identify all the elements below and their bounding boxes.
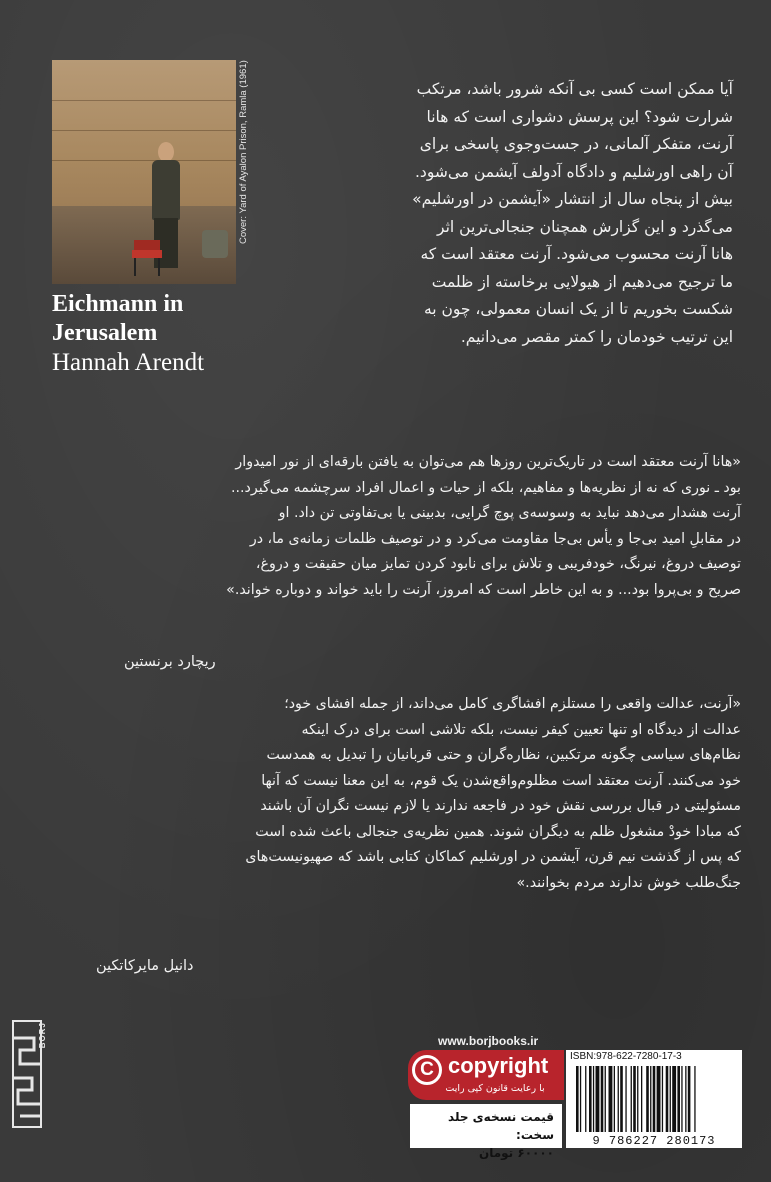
price-amount: ۶۰۰۰۰ تومان	[478, 1146, 554, 1160]
publisher-name: BORJ	[38, 1022, 47, 1049]
photo-caption: Cover: Yard of Ayalon Prison, Ramla (1961)	[238, 60, 249, 244]
price-box	[410, 1104, 562, 1160]
copyright-subtitle: با رعایت قانون کپی رایت	[445, 1083, 545, 1094]
quote2-author: دانیل مایرکاتکین	[96, 958, 194, 974]
quote-bernstein: «هانا آرنت معتقد است در تاریک‌ترین روزها هم می‌توان به یافتن بارقه‌ای از نور امیدوار بود ـ نوری که نه از نظریه‌ها و مفاهیم، بلکه از حیات و اعمال افراد سرچشمه می‌گیرد... آرنت هشدار می‌دهد نباید به وسوسه‌ی پوچ گرایی، بدبینی یا بی‌تفاوتی تن داد. او در مقابلِ امید بی‌جا و یأس بی‌جا مقاومت می‌کرد و در توصیف ظلمات زمانه‌ی ما، در توصیف دروغ، نیرنگ، خودفریبی و تلاش برای نابود کردن تمایز میان حقیقت و دروغ، صریح و بی‌پروا بود... و به این خاطر است که امروز، آرنت را باید خواند و دوباره خواند.»	[226, 454, 741, 598]
publisher-website[interactable]: www.borjbooks.ir	[438, 1034, 539, 1048]
isbn-barcode-box	[566, 1050, 742, 1148]
book-title: Eichmann in Jerusalem	[52, 291, 184, 346]
barcode-icon	[576, 1066, 734, 1132]
copyright-badge	[408, 1050, 564, 1100]
quote-maier-katkin: «آرنت، عدالت واقعی را مستلزم افشاگری کامل می‌داند، از جمله افشای خود؛ عدالت از دیدگاه او تنها تعیین کیفر نیست، بلکه تلاشی است برای درک اینکه نظام‌های سیاسی چگونه مرتکبین، نظاره‌گران و حتی قربانیان را تبدیل به همدست خود می‌کنند. آرنت معتقد است مظلوم‌واقع‌شدن یک قوم، به این معنا نیست که آنها مسئولیتی در قبال بررسی نقش خود در فاجعه ندارند یا لازم نیست نگران آن باشند که مبادا خودْ مشغول ظلم به دیگران شوند. همین نظریه‌ی جنجالی باعث شده است که پس از گذشت نیم قرن، آیشمن در اورشلیم کماکان کتابی باشد که صهیونیست‌های جنگ‌طلب خوش ندارند مردم بخوانند.»	[245, 696, 741, 891]
cover-photo	[52, 60, 236, 284]
quote1-author: ریچارد برنستین	[124, 654, 216, 670]
intro-paragraph: آیا ممکن است کسی بی آنکه شرور باشد، مرتکب شرارت شود؟ این پرسش دشواری است که هانا آرنت، متفکر آلمانی، در جست‌وجوی پاسخی برای آن راهی اورشلیم و دادگاه آدولف آیشمن می‌شود. بیش از پنجاه سال از انتشار «آیشمن در اورشلیم» می‌گذرد و این گزارش همچنان جنجالی‌ترین اثر هانا آرنت محسوب می‌شود. آرنت معتقد است که ما ترجیح می‌دهیم از هیولایی برخاسته از ظلمت شکست بخوریم تا از یک انسان معمولی، چون به این ترتیب خودمان را کمتر مقصر می‌دانیم.	[412, 80, 733, 346]
copyright-word: copyright	[448, 1053, 549, 1078]
isbn-label: ISBN:978-622-7280-17-3	[570, 1051, 682, 1062]
red-chair	[132, 240, 164, 274]
copyright-icon: C	[412, 1055, 442, 1085]
price-label: قیمت نسخه‌ی جلد سخت:	[448, 1110, 554, 1142]
barcode-number: 9 786227 280173	[592, 1134, 716, 1148]
book-author: Hannah Arendt	[52, 349, 205, 376]
